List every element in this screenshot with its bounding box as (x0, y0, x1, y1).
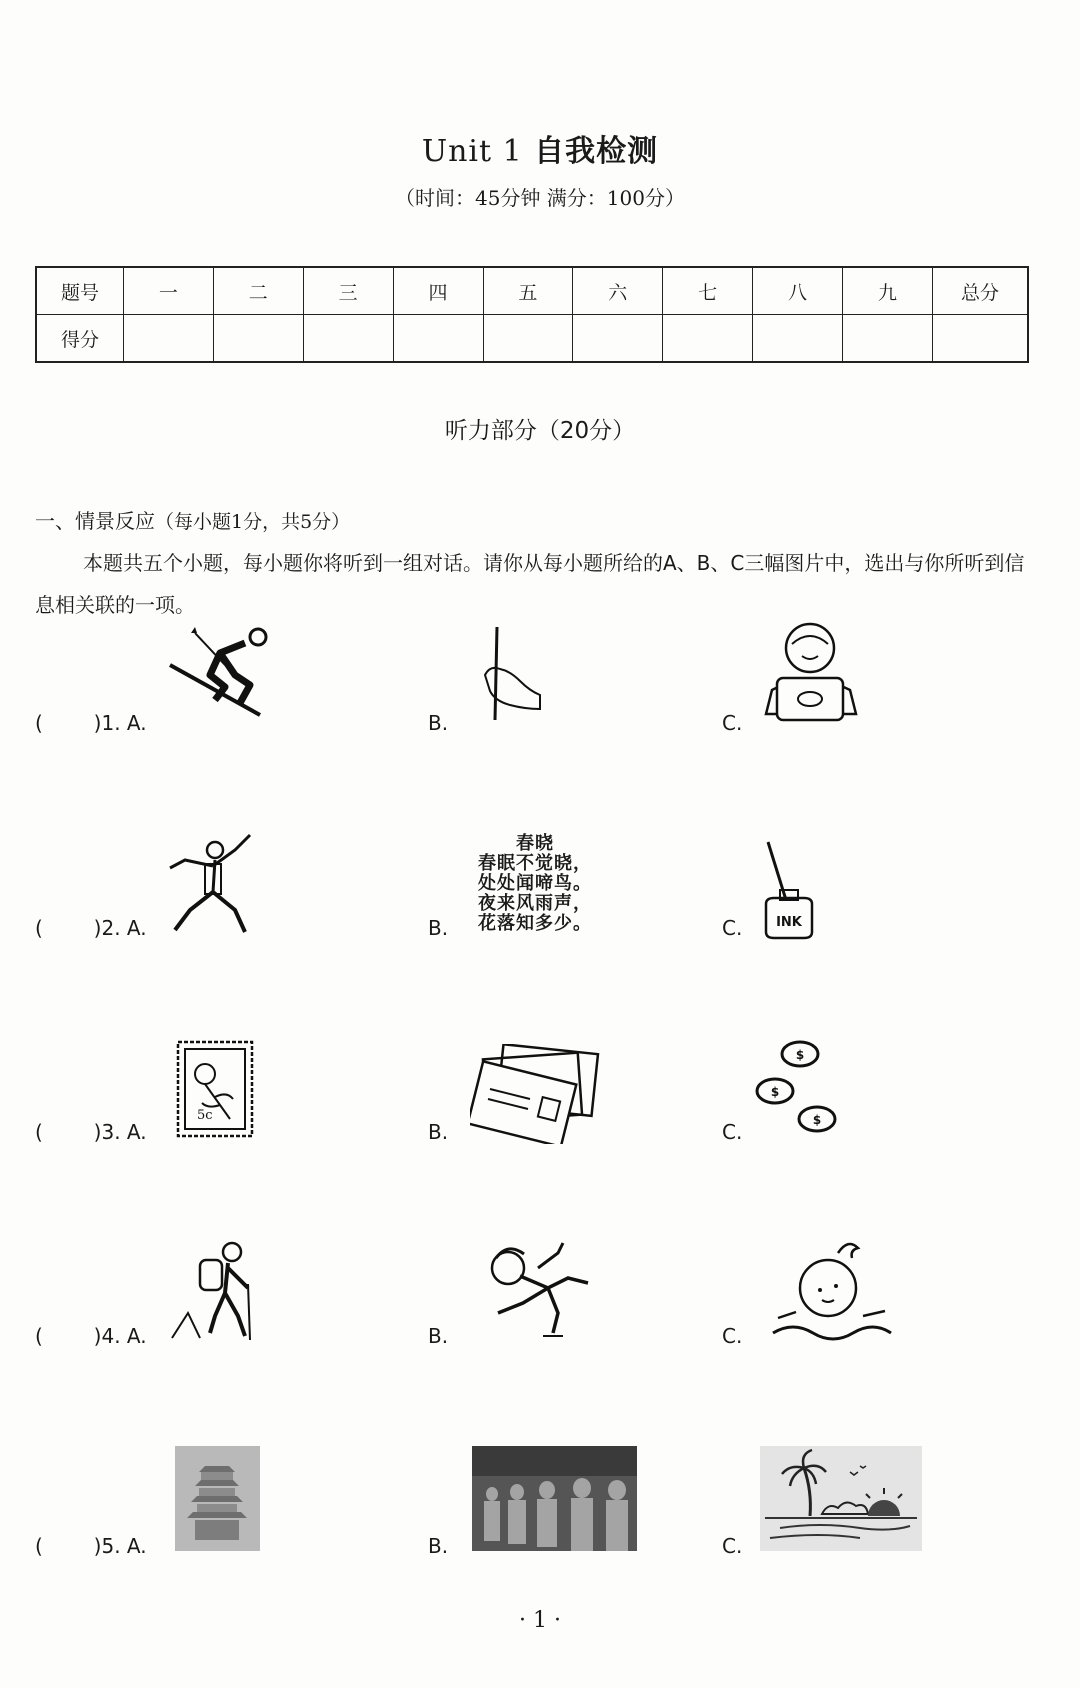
beach-sunset-photo[interactable] (760, 1446, 922, 1551)
question-row (0, 1004, 1080, 1144)
svg-text:$: $ (812, 1113, 822, 1127)
score-cell: 得分 (36, 315, 124, 363)
option-b-label: B. (428, 1120, 449, 1144)
score-input-cell[interactable] (303, 315, 393, 363)
writing-hand-icon[interactable] (475, 625, 545, 725)
score-cell: 四 (393, 267, 483, 315)
coins-icon[interactable] (755, 1039, 845, 1139)
page-title (0, 126, 1080, 170)
poem-line: 处处闻啼鸟。 (478, 873, 592, 894)
question-number: ( )4. A. (35, 1324, 147, 1348)
score-cell: 五 (483, 267, 573, 315)
poem-line: 花落知多少。 (478, 913, 592, 934)
option-b-label: B. (428, 1534, 449, 1558)
score-cell: 二 (213, 267, 303, 315)
score-table-score-row (36, 315, 1028, 363)
taichi-icon[interactable] (165, 830, 260, 940)
score-cell: 六 (573, 267, 663, 315)
time-score-info: （时间：45分钟 满分：100分） (395, 186, 685, 210)
section-title: 听力部分（20分） (444, 418, 636, 444)
postcards-icon[interactable] (470, 1044, 600, 1144)
score-input-cell[interactable] (843, 315, 933, 363)
svg-text:$: $ (770, 1085, 780, 1099)
title-zh: 自我检测 (534, 134, 659, 169)
part1-heading-text: 一、情景反应 (35, 509, 155, 533)
ink-label: INK (776, 915, 802, 930)
option-c-label: C. (722, 916, 743, 940)
terracotta-warriors-photo[interactable] (472, 1446, 637, 1551)
question-number: ( )3. A. (35, 1120, 147, 1144)
score-input-cell[interactable] (483, 315, 573, 363)
svg-text:$: $ (795, 1048, 805, 1062)
stamp-label: 5c (197, 1108, 213, 1123)
poem-title: 春晓 (516, 833, 554, 854)
swimmer-icon[interactable] (768, 1238, 893, 1343)
option-b-label: B. (428, 916, 449, 940)
score-input-cell[interactable] (213, 315, 303, 363)
score-cell: 七 (663, 267, 753, 315)
score-cell: 一 (124, 267, 214, 315)
poem-line: 夜来风雨声， (478, 893, 592, 914)
score-cell: 九 (843, 267, 933, 315)
title-unit: Unit 1 (421, 134, 523, 169)
part1-points: （每小题1分，共5分） (155, 511, 351, 533)
option-b-label: B. (428, 1324, 449, 1348)
option-c-label: C. (722, 1324, 743, 1348)
score-input-cell[interactable] (573, 315, 663, 363)
question-row (0, 1418, 1080, 1558)
question-number: ( )5. A. (35, 1534, 147, 1558)
option-c-label: C. (722, 1534, 743, 1558)
score-cell: 八 (753, 267, 843, 315)
question-number: ( )1. A. (35, 711, 147, 735)
score-cell: 三 (303, 267, 393, 315)
laptop-user-icon[interactable] (762, 620, 862, 725)
score-cell: 题号 (36, 267, 124, 315)
hiker-icon[interactable] (170, 1238, 270, 1343)
page-number: · 1 · (519, 1608, 561, 1633)
skater-icon[interactable] (478, 1238, 603, 1343)
score-input-cell[interactable] (124, 315, 214, 363)
option-c-label: C. (722, 711, 743, 735)
part1-heading (35, 505, 350, 534)
ink-bottle-icon[interactable] (760, 840, 820, 940)
score-input-cell[interactable] (393, 315, 483, 363)
option-b-label: B. (428, 711, 449, 735)
question-number: ( )2. A. (35, 916, 147, 940)
score-cell: 总分 (933, 267, 1029, 315)
score-table (35, 266, 1029, 363)
score-input-cell[interactable] (753, 315, 843, 363)
poem-line: 春眠不觉晓， (478, 853, 592, 874)
score-table-header-row (36, 267, 1028, 315)
poem-card[interactable] (470, 834, 600, 934)
score-input-cell[interactable] (663, 315, 753, 363)
skier-icon[interactable] (165, 625, 275, 720)
option-c-label: C. (722, 1120, 743, 1144)
score-input-cell[interactable] (933, 315, 1029, 363)
question-row (0, 800, 1080, 940)
question-row (0, 595, 1080, 735)
question-row (0, 1208, 1080, 1348)
stamp-icon[interactable] (175, 1039, 255, 1139)
tower-photo[interactable] (175, 1446, 260, 1551)
part1-instruction: 本题共五个小题，每小题你将听到一组对话。请你从每小题所给的A、B、C三幅图片中，选出与你所听到信息相关联的一项。 (35, 551, 1025, 617)
